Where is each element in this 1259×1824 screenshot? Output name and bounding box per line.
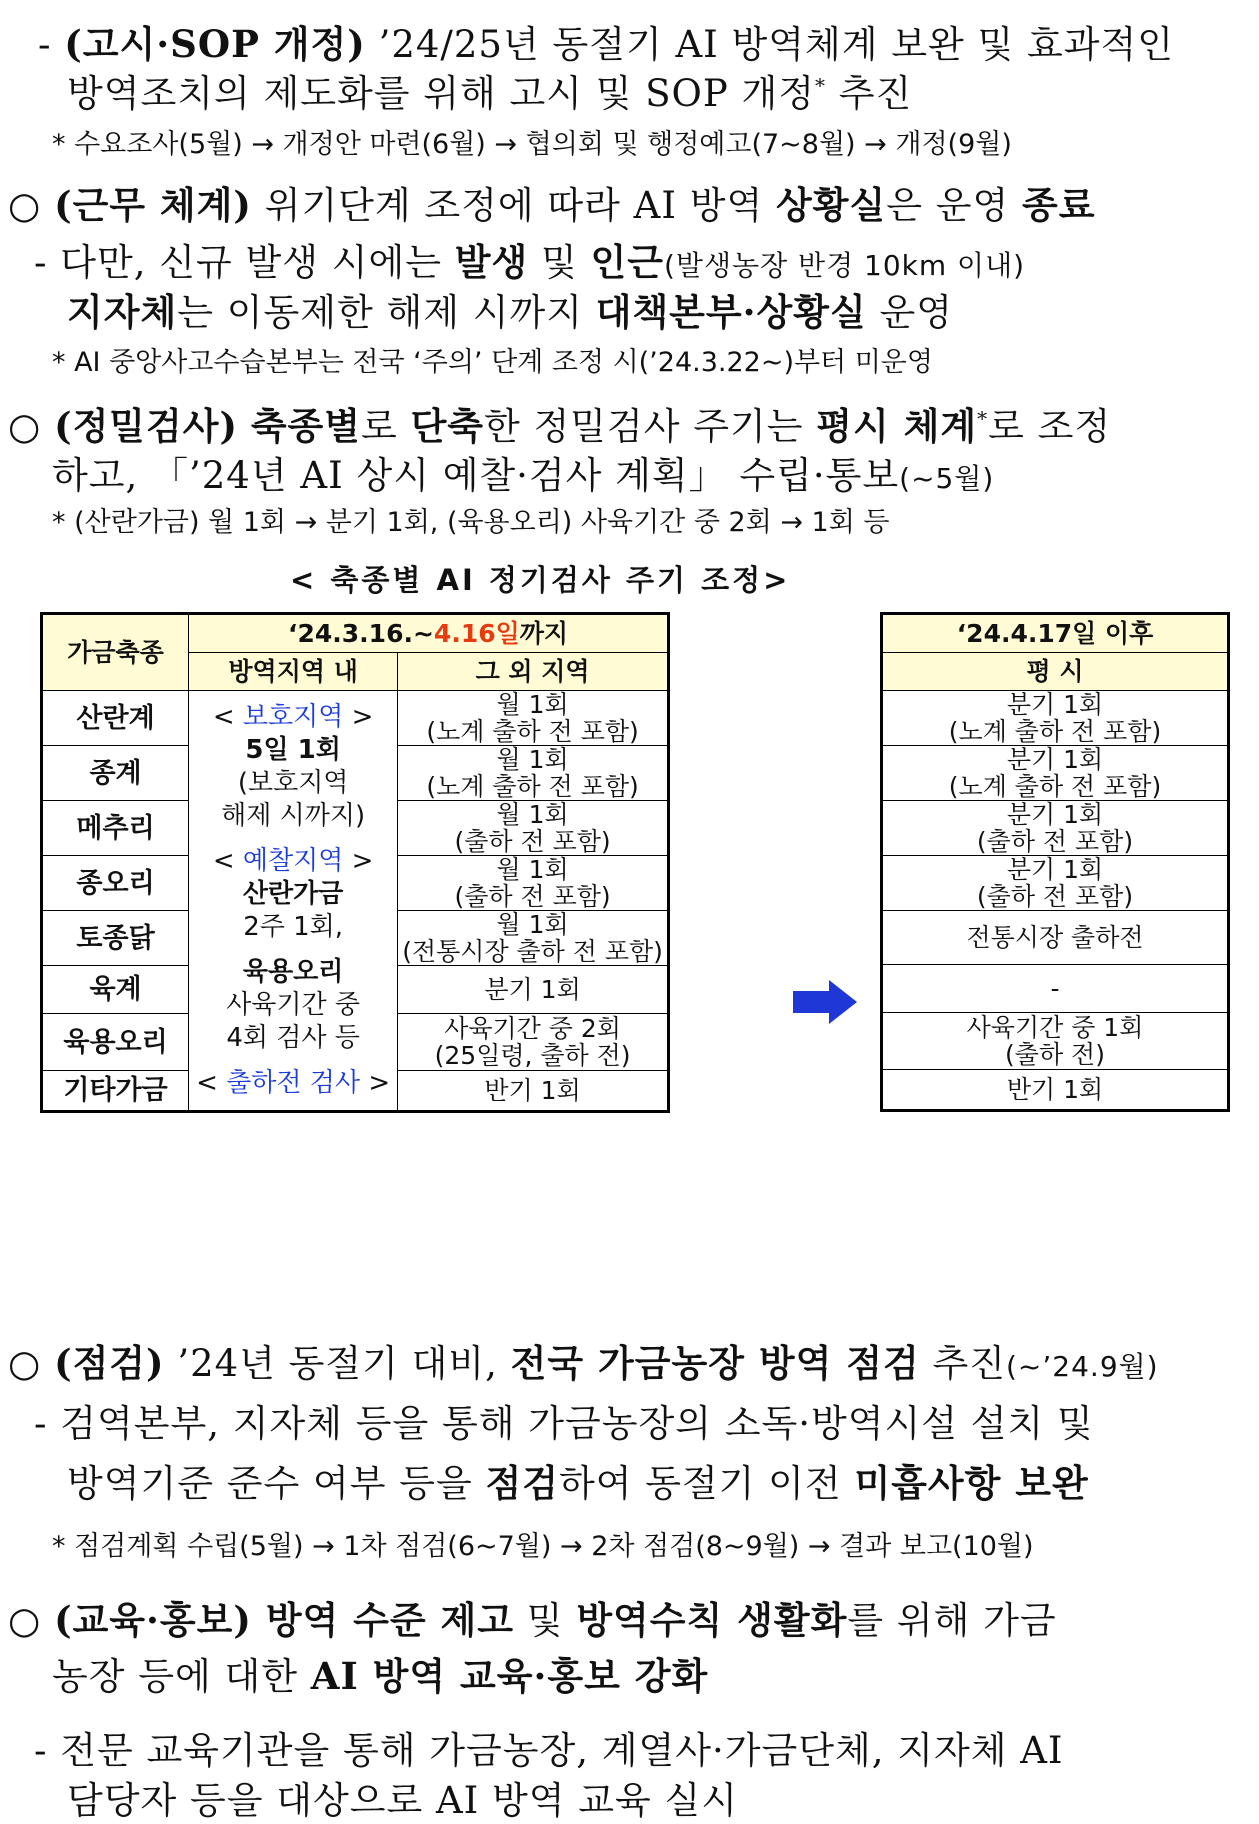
p2-bold: 상황실 xyxy=(776,183,887,227)
p1-line2-text: 방역조치의 제도화를 위해 고시 및 SOP 개정 xyxy=(67,72,816,115)
outside-freq: 월 1회 xyxy=(496,910,569,939)
p1-line2 xyxy=(67,63,912,117)
bullet-circle: ○ xyxy=(8,1599,42,1642)
bullet-circle: ○ xyxy=(8,184,42,227)
species-cell: 메추리 xyxy=(42,801,189,856)
p4-line3 xyxy=(67,1453,1089,1507)
outside-cell xyxy=(398,911,669,966)
p3-note: * (산란가금) 월 1회 → 분기 1회, (육용오리) 사육기간 중 2회 → 1회 등 xyxy=(52,507,890,538)
period-start: ‘24.3.16.~ xyxy=(288,619,434,648)
bracket: < xyxy=(212,846,235,876)
outside-cell xyxy=(398,856,669,911)
p1-label: (고시·SOP 개정) xyxy=(64,22,366,66)
protect-zone-label xyxy=(189,701,397,734)
left-table xyxy=(40,612,670,1113)
outside-cell xyxy=(398,1071,669,1112)
p4-text: 추진 xyxy=(919,1342,1006,1385)
normal-note: (출하 전 포함) xyxy=(976,882,1134,911)
p5-label: (교육·홍보) xyxy=(54,1598,252,1642)
p4-bold: 전국 가금농장 방역 점검 xyxy=(510,1341,920,1385)
normal-cell xyxy=(882,691,1229,746)
footnote-star: * xyxy=(977,406,989,431)
normal-freq: 전통시장 출하전 xyxy=(966,923,1144,952)
normal-freq: 분기 1회 xyxy=(1006,745,1104,774)
layer-label: 산란가금 xyxy=(242,879,344,909)
p2-bold: 종료 xyxy=(1022,183,1096,227)
p3-line1 xyxy=(8,396,1111,450)
bracket: > xyxy=(368,1068,391,1098)
p5-text: 및 xyxy=(514,1599,577,1642)
right-table xyxy=(880,612,1230,1112)
normal-freq: 사육기간 중 1회 xyxy=(966,1013,1144,1042)
outside-note: (노계 출하 전 포함) xyxy=(426,717,639,746)
inside-zone-cell xyxy=(189,691,398,1112)
surv-zone-label xyxy=(189,845,397,878)
period-end-red: 4.16일 xyxy=(433,619,520,648)
normal-note: (출하 전) xyxy=(1005,1040,1105,1069)
normal-freq: 분기 1회 xyxy=(1006,855,1104,884)
protect-note: 해제 시까지) xyxy=(221,801,366,831)
p3-bold: 단축 xyxy=(410,404,485,448)
p2-sub-bold: 발생 xyxy=(454,240,529,284)
protect-label: 보호지역 xyxy=(242,702,344,732)
bracket: < xyxy=(212,702,235,732)
p2-text: 은 운영 xyxy=(886,184,1022,227)
p2-bold: 지자체 xyxy=(67,290,178,334)
p2-line3 xyxy=(67,282,953,336)
p3-bold: 평시 체계 xyxy=(816,404,978,448)
species-cell: 육용오리 xyxy=(42,1014,189,1071)
bullet-circle: ○ xyxy=(8,405,42,448)
p4-sub-text: 하여 동절기 이전 xyxy=(558,1462,855,1505)
normal-note: (노계 출하 전 포함) xyxy=(948,717,1162,746)
duck-label: 육용오리 xyxy=(242,957,344,987)
normal-cell xyxy=(882,856,1229,911)
outside-note: (노계 출하 전 포함) xyxy=(426,772,639,801)
outside-freq: 분기 1회 xyxy=(484,975,581,1004)
p5-bold: 방역 수준 제고 xyxy=(251,1598,515,1642)
p2-text: 운영 xyxy=(866,291,954,334)
p3-text: 로 조정 xyxy=(988,405,1112,448)
p2-line1 xyxy=(8,175,1095,229)
outside-cell xyxy=(398,801,669,856)
species-cell: 육계 xyxy=(42,966,189,1014)
p1-note: * 수요조사(5월) → 개정안 마련(6월) → 협의회 및 행정예고(7~8월) → 개정(9월) xyxy=(52,129,1012,160)
p2-text: 위기단계 조정에 따라 AI 방역 xyxy=(251,184,777,227)
p2-text: 는 이동제한 해제 시까지 xyxy=(177,291,596,334)
p3-bold: 축종별 xyxy=(250,404,362,448)
outside-cell xyxy=(398,691,669,746)
header-period-after: ‘24.4.17일 이후 xyxy=(882,614,1229,653)
p3-line2 xyxy=(52,445,994,499)
header-normal: 평 시 xyxy=(882,653,1229,691)
p5-line4: 담당자 등을 대상으로 AI 방역 교육 실시 xyxy=(67,1779,739,1822)
p2-sub-bold: 인근 xyxy=(590,240,664,284)
outside-note: (출하 전 포함) xyxy=(454,882,611,911)
species-cell: 기타가금 xyxy=(42,1071,189,1112)
p5-line3 xyxy=(34,1720,1064,1774)
header-inside: 방역지역 내 xyxy=(189,653,398,691)
species-cell: 토종닭 xyxy=(42,911,189,966)
p3-label: (정밀검사) xyxy=(54,404,239,448)
p4-sub-bold: 점검 xyxy=(485,1461,559,1505)
p1-line1 xyxy=(38,14,1174,68)
duck-note: 사육기간 중 xyxy=(226,990,361,1020)
outside-freq: 월 1회 xyxy=(496,800,569,829)
header-species: 가금축종 xyxy=(42,614,189,691)
species-cell: 산란계 xyxy=(42,691,189,746)
outside-freq: 반기 1회 xyxy=(484,1076,581,1105)
normal-note: (노계 출하 전 포함) xyxy=(948,772,1162,801)
protect-freq: 5일 1회 xyxy=(245,735,341,765)
p2-sub-text: 및 xyxy=(528,241,591,284)
p4-line2 xyxy=(34,1393,1094,1447)
normal-cell xyxy=(882,1070,1229,1111)
outside-freq: 월 1회 xyxy=(496,690,569,719)
species-cell: 종오리 xyxy=(42,856,189,911)
p2-note: * AI 중앙사고수습본부는 전국 ‘주의’ 단계 조정 시(’24.3.22~)부터 미운영 xyxy=(52,347,933,378)
p4-label: (점검) xyxy=(54,1341,165,1385)
outside-cell xyxy=(398,1014,669,1071)
outside-note: (전통시장 출하 전 포함) xyxy=(402,937,663,966)
bracket: < xyxy=(196,1068,218,1098)
outside-cell xyxy=(398,746,669,801)
footnote-star: * xyxy=(815,73,827,98)
normal-freq: - xyxy=(1050,974,1060,1003)
normal-freq: 분기 1회 xyxy=(1006,690,1104,719)
header-outside: 그 외 지역 xyxy=(398,653,669,691)
outside-note: (25일령, 출하 전) xyxy=(434,1041,631,1070)
outside-note: (출하 전 포함) xyxy=(454,827,611,856)
pre-label: 출하전 검사 xyxy=(226,1068,361,1098)
dash-mark: - xyxy=(34,241,48,284)
header-period xyxy=(189,614,669,653)
p5-bold: AI 방역 교육·홍보 강화 xyxy=(310,1654,709,1698)
normal-cell xyxy=(882,911,1229,965)
p2-label: (근무 체계) xyxy=(54,183,252,227)
pre-ship-label xyxy=(189,1067,397,1100)
p4-line1 xyxy=(8,1333,1159,1387)
p3-text: 로 xyxy=(361,405,411,448)
p5-text: 농장 등에 대한 xyxy=(52,1655,311,1698)
period-suffix: 까지 xyxy=(519,619,569,648)
outside-freq: 사육기간 중 2회 xyxy=(444,1014,621,1043)
layer-freq: 2주 1회, xyxy=(243,912,344,942)
p2-sub-small: (발생농장 반경 10km 이내) xyxy=(664,249,1026,282)
normal-cell xyxy=(882,801,1229,856)
right-arrow-icon xyxy=(793,980,857,1024)
normal-cell xyxy=(882,1013,1229,1070)
p5-bold: 방역수칙 생활화 xyxy=(576,1598,848,1642)
normal-freq: 분기 1회 xyxy=(1006,800,1104,829)
species-cell: 종계 xyxy=(42,746,189,801)
p4-sub-bold: 미흡사항 보완 xyxy=(854,1461,1089,1505)
p4-small: (~’24.9월) xyxy=(1006,1350,1159,1383)
surv-label: 예찰지역 xyxy=(242,846,344,876)
outside-freq: 월 1회 xyxy=(496,745,569,774)
normal-note: (출하 전 포함) xyxy=(976,827,1134,856)
p4-sub-text: 검역본부, 지자체 등을 통해 가금농장의 소독·방역시설 설치 및 xyxy=(60,1402,1094,1445)
p5-line2 xyxy=(52,1646,708,1700)
dash-mark: - xyxy=(38,23,52,66)
outside-freq: 월 1회 xyxy=(496,855,569,884)
outside-cell xyxy=(398,966,669,1014)
normal-cell xyxy=(882,965,1229,1013)
p1-line2-end: 추진 xyxy=(826,72,913,115)
p4-sub-text: 방역기준 준수 여부 등을 xyxy=(67,1462,486,1505)
protect-note: (보호지역 xyxy=(237,768,349,798)
p3-text: 한 정밀검사 주기는 xyxy=(484,405,817,448)
p1-text: ’24/25년 동절기 AI 방역체계 보완 및 효과적인 xyxy=(365,23,1174,66)
p3-line2-text: 하고, 「’24년 AI 상시 예찰·검사 계획」 수립·통보 xyxy=(52,454,900,497)
p2-bold: 대책본부·상황실 xyxy=(595,290,867,334)
p5-sub-text: 전문 교육기관을 통해 가금농장, 계열사·가금단체, 지자체 AI xyxy=(60,1729,1064,1772)
p2-line2 xyxy=(34,232,1025,286)
p4-note: * 점검계획 수립(5월) → 1차 점검(6~7월) → 2차 점검(8~9월) → 결과 보고(10월) xyxy=(52,1531,1034,1562)
bracket: > xyxy=(351,846,374,876)
table-title: < 축종별 AI 정기검사 주기 조정> xyxy=(290,563,791,597)
p4-text: ’24년 동절기 대비, xyxy=(164,1342,511,1385)
normal-freq: 반기 1회 xyxy=(1006,1075,1104,1104)
duck-note: 4회 검사 등 xyxy=(226,1023,360,1053)
dash-mark: - xyxy=(34,1402,48,1445)
dash-mark: - xyxy=(34,1729,48,1772)
bullet-circle: ○ xyxy=(8,1342,42,1385)
p3-line2-small: (~5월) xyxy=(899,462,995,495)
normal-cell xyxy=(882,746,1229,801)
p2-sub-text: 다만, 신규 발생 시에는 xyxy=(60,241,455,284)
p5-line1 xyxy=(8,1590,1057,1644)
bracket: > xyxy=(351,702,374,732)
p5-text: 를 위해 가금 xyxy=(847,1599,1057,1642)
